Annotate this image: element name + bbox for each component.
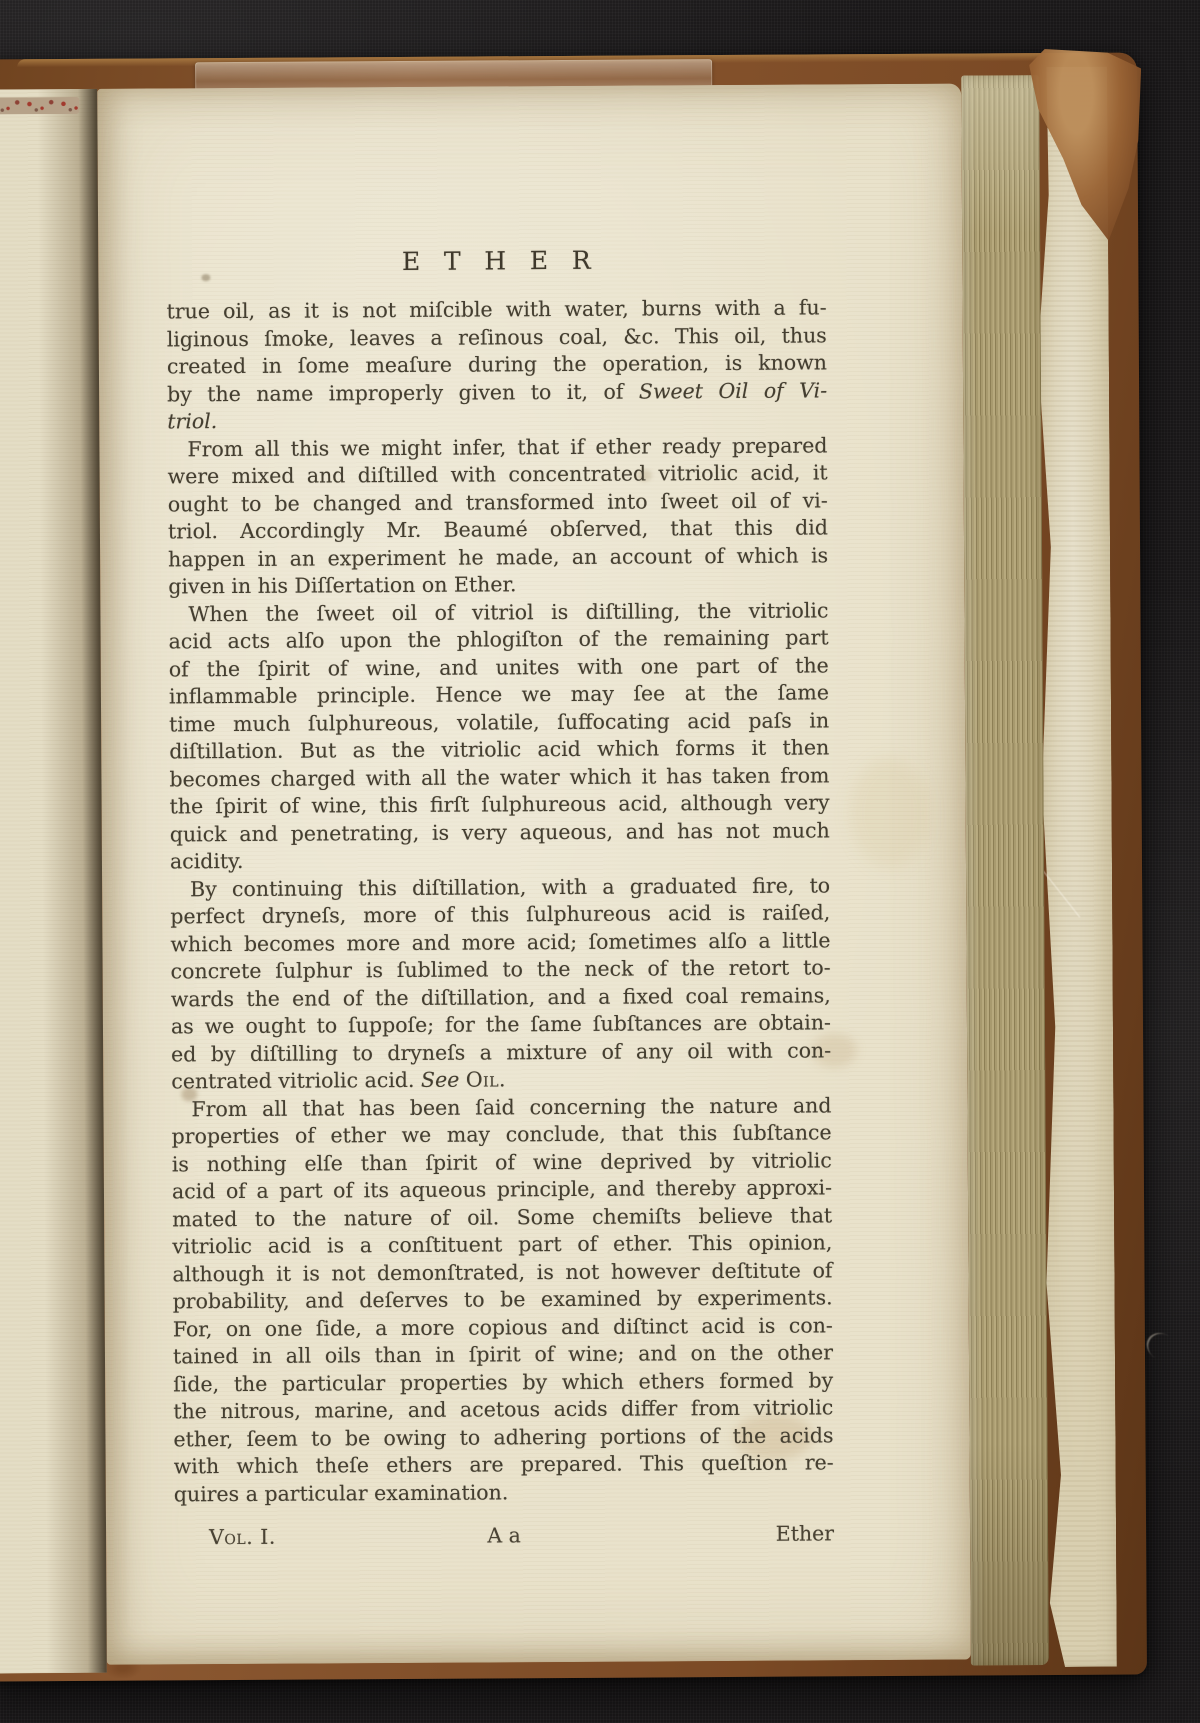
text-line: properties of ether we may conclude, that this ſubſtance <box>171 1120 832 1149</box>
signature-mark: A a <box>487 1523 521 1548</box>
facing-page-edge <box>0 89 107 1674</box>
text-line: For, on one ſide, a more copious and diſtinct acid is con- <box>172 1312 833 1341</box>
text-line: true oil, as it is not miſcible with water, burns with a fu- <box>166 295 827 324</box>
scratch-mark <box>1142 1327 1183 1366</box>
text-line: acid of a part of its aqueous principle, and thereby approxi- <box>171 1175 833 1204</box>
text-line: acidity. <box>169 848 244 874</box>
text-line: wards the end of the diſtillation, and a fixed coal remains, <box>170 982 831 1011</box>
text-line: liginous ſmoke, leaves a reſinous coal, &c. This oil, thus <box>166 322 827 351</box>
text-line: By continuing this diſtillation, with a graduated fire, to <box>190 872 831 901</box>
text-line: happen in an experiment he made, an account of which is <box>168 542 829 571</box>
text-line: by the name improperly given to it, of Sweet Oil of Vi- <box>167 377 828 406</box>
body-text <box>167 294 834 1508</box>
text-line: although it is not demonſtrated, is not however deſtitute of <box>172 1257 833 1286</box>
marbled-headband <box>0 97 79 115</box>
text-line: mated to the nature of oil. Some chemiſts believe that <box>172 1202 833 1231</box>
text-line: ed by diſtilling to dryneſs a mixture of any oil with con- <box>171 1037 832 1066</box>
page-header-title: ETHER <box>401 245 615 276</box>
text-line: given in his Diſſertation on Ether. <box>168 572 517 599</box>
text-line: the ſpirit of wine, this firſt ſulphureous acid, although very <box>169 790 830 819</box>
text-line: From all this we might infer, that if ether ready prepared <box>187 432 828 461</box>
page-footer <box>174 1521 834 1555</box>
text-line: were mixed and diſtilled with concentrated vitriolic acid, it <box>167 460 828 489</box>
text-line: tained in all oils than in ſpirit of wine; and on the other <box>172 1340 834 1369</box>
text-line: ether, ſeem to be owing to adhering portions of the acids <box>173 1422 834 1451</box>
text-line: created in ſome meaſure during the operation, is known <box>166 350 827 379</box>
text-line: concrete ſulphur is ſublimed to the neck of the retort to- <box>170 955 831 984</box>
text-line: perfect dryneſs, more of this ſulphureous acid is raiſed, <box>170 900 831 929</box>
text-line: of the ſpirit of wine, and unites with one part of the <box>168 652 829 681</box>
printed-text-layer <box>97 84 971 1665</box>
text-line: quires a particular examination. <box>173 1479 509 1506</box>
text-line: the nitrous, marine, and acetous acids differ from vitriolic <box>173 1395 834 1424</box>
catchword-label: Ether <box>775 1521 835 1546</box>
page <box>97 84 971 1665</box>
text-line: becomes charged with all the water which it has taken from <box>169 762 830 791</box>
text-line: triol. <box>167 409 218 434</box>
text-line: From all that has been ſaid concerning the nature and <box>191 1092 832 1121</box>
text-line: quick and penetrating, is very aqueous, and has not much <box>169 817 830 846</box>
text-line: centrated vitriolic acid. See Oil. <box>171 1067 507 1094</box>
text-line: triol. Accordingly Mr. Beaumé obſerved, that this did <box>167 515 829 544</box>
text-line: time much ſulphureous, volatile, ſuffocating acid paſs in <box>169 707 830 736</box>
volume-label: Vol. I. <box>209 1524 276 1550</box>
text-line: acid acts alſo upon the phlogiſton of the remaining part <box>168 625 829 654</box>
text-line: with which theſe ethers are prepared. This queſtion re- <box>173 1450 834 1479</box>
text-line: ſide, the particular properties by which ethers formed by <box>173 1367 834 1396</box>
fore-edge-page-stack <box>961 75 1049 1665</box>
text-line: When the ſweet oil of vitriol is diſtilling, the vitriolic <box>188 597 829 626</box>
book <box>0 52 1147 1681</box>
text-line: inflammable principle. Hence we may ſee at the ſame <box>168 680 830 709</box>
text-line: which becomes more and more acid; ſometimes alſo a little <box>170 927 831 956</box>
text-line: vitriolic acid is a conſtituent part of ether. This opinion, <box>172 1230 833 1259</box>
text-line: ought to be changed and transformed into ſweet oil of vi- <box>167 487 828 516</box>
text-line: probability, and deſerves to be examined by experiments. <box>172 1285 833 1314</box>
text-line: is nothing elſe than ſpirit of wine deprived by vitriolic <box>171 1147 832 1176</box>
text-line: as we ought to ſuppoſe; for the ſame ſubſtances are obtain- <box>170 1010 832 1039</box>
text-line: diſtillation. But as the vitriolic acid which forms it then <box>169 735 830 764</box>
